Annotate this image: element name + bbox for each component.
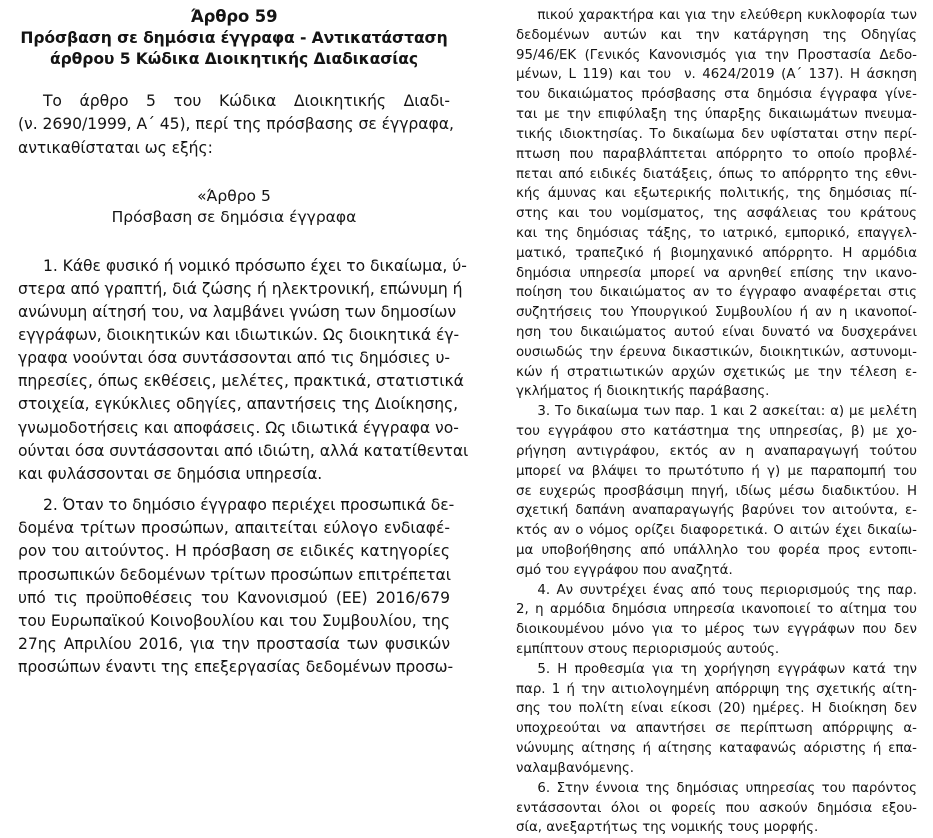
p1-line-3: ανώνυμη αίτησή του, να λαμβάνει γνώση των δημοσίων bbox=[18, 302, 457, 321]
intro-line-1: Το άρθρο 5 του Κώδικα Διοικητικής Διαδι- bbox=[42, 92, 450, 111]
p2c-line-13: ματικό, τραπεζικό ή βιομηχανικό απόρρητο. Η αρμόδια bbox=[516, 245, 917, 261]
paragraph-2 bbox=[18, 494, 455, 679]
p2c-line-3: 95/46/ΕΚ (Γενικός Κανονισμός για την Προστασία Δεδο- bbox=[516, 47, 917, 63]
p2c-line-7: τικής ιδιοκτησίας. Το δικαίωμα δεν υφίσταται στην περί- bbox=[516, 126, 917, 142]
p2c-line-2: δεδομένων αυτών και την κατάργηση της Οδηγίας bbox=[516, 27, 917, 43]
p5-line-5: νώνυμης αίτησης ή αίτησης καταφανώς αόριστης ή επα- bbox=[516, 741, 917, 757]
quoted-heading-line-2: Πρόσβαση σε δημόσια έγγραφα bbox=[111, 208, 357, 227]
p4-line-2: 2, η αρμόδια δημόσια υπηρεσία ικανοποιεί το αίτημα του bbox=[516, 602, 917, 618]
p3-line-7: κτός αν ο νόμος ορίζει διαφορετικά. Ο αιτών έχει δικαίω- bbox=[516, 523, 917, 539]
p3-line-9: σμό του εγγράφου που αναζητά. bbox=[516, 562, 733, 578]
p3-line-4: μπορεί να βλάψει το πρωτότυπο ή γ) με παραπομπή του bbox=[516, 463, 917, 479]
p2c-line-19: κών ή στρατιωτικών αρχών σχετικώς με την τέλεση ε- bbox=[516, 364, 917, 380]
article-heading-line-3: άρθρου 5 Κώδικα Διοικητικής Διαδικασίας bbox=[49, 49, 419, 68]
left-column bbox=[0, 0, 472, 679]
p1-line-8: γνωμοδοτήσεις και αποφάσεις. Ως ιδιωτικά έγγραφα νο- bbox=[18, 418, 459, 437]
p3-line-8: μα υποβοήθησης από υπάλληλο του φορέα προς εντοπι- bbox=[516, 542, 917, 558]
p2-line-7: 27ης Απριλίου 2016, για την προστασία των φυσικών bbox=[18, 635, 450, 653]
p2c-line-18: ουσιωδώς την έρευνα δικαστικών, διοικητικών, αστυνομι- bbox=[516, 344, 917, 360]
p1-line-2: στερα από γραπτή, διά ζώσης ή ηλεκτρονική, επώνυμη ή bbox=[18, 279, 463, 298]
p5-line-1: 5. Η προθεσμία για τη χορήγηση εγγράφων κατά την bbox=[537, 661, 917, 677]
spacer-before-quoted-heading bbox=[18, 160, 450, 186]
p2-line-8: προσώπων έναντι της επεξεργασίας δεδομένων προσω- bbox=[18, 658, 454, 677]
p2-line-1: 2. Όταν το δημόσιο έγγραφο περιέχει προσωπικά δε- bbox=[42, 496, 455, 515]
p4-line-3: διοικουμένου μόνο για το μέρος των εγγράφων που δεν bbox=[516, 622, 917, 638]
article-heading bbox=[18, 6, 450, 69]
paragraph-3 bbox=[516, 402, 917, 580]
p4-line-1: 4. Αν συντρέχει ένας από τους περιορισμούς της παρ. bbox=[537, 582, 917, 598]
p5-line-3: σης του πολίτη είναι είκοσι (20) ημέρες. Η διοίκηση δεν bbox=[516, 701, 917, 717]
intro-paragraph bbox=[18, 90, 454, 159]
quoted-heading-line-1: «Άρθρο 5 bbox=[197, 186, 271, 205]
p2-line-2: δομένα τρίτων προσώπων, απαιτείται εύλογο ενδιαφέ- bbox=[18, 519, 450, 538]
p2c-line-4: μένων, L 119) και του ν. 4624/2019 (Α΄ 137). Η άσκηση bbox=[516, 67, 917, 83]
p2c-line-5: του δικαιώματος πρόσβασης στα δημόσια έγγραφα γίνε- bbox=[516, 87, 917, 103]
p1-line-4: εγγράφων, διοικητικών και ιδιωτικών. Ως διοικητικά έγ- bbox=[18, 325, 460, 344]
p6-line-1: 6. Στην έννοια της δημόσιας υπηρεσίας του παρόντος bbox=[537, 780, 917, 796]
paragraph-5 bbox=[516, 660, 917, 779]
article-heading-line-2: Πρόσβαση σε δημόσια έγγραφα - Αντικατάσταση bbox=[20, 28, 448, 47]
intro-line-2: (ν. 2690/1999, Α΄ 45), περί της πρόσβασης σε έγγραφα, bbox=[18, 115, 454, 134]
p1-line-10: και φυλάσσονται σε δημόσια υπηρεσία. bbox=[18, 464, 323, 483]
intro-line-3: αντικαθίσταται ως εξής: bbox=[18, 138, 213, 157]
article-heading-line-1: Άρθρο 59 bbox=[190, 7, 278, 26]
p2c-line-9: πεται από ειδικές διατάξεις, όπως το απόρρητο της εθνι- bbox=[516, 166, 917, 182]
p2c-line-20: γκλήματος ή διοικητικής παράβασης. bbox=[516, 384, 770, 400]
p5-line-6: ναλαμβανόμενης. bbox=[516, 760, 635, 776]
p1-line-1: 1. Κάθε φυσικό ή νομικό πρόσωπο έχει το δικαίωμα, ύ- bbox=[42, 256, 467, 275]
spacer-after-heading bbox=[18, 69, 450, 90]
p2-line-5: υπό τις προϋποθέσεις του Κανονισμού (ΕΕ) 2016/679 bbox=[18, 588, 450, 607]
right-column bbox=[472, 0, 933, 838]
p1-line-6: πηρεσίες, όπως εκθέσεις, μελέτες, πρακτικά, στατιστικά bbox=[18, 372, 464, 391]
paragraph-2-continued bbox=[516, 6, 917, 402]
paragraph-4 bbox=[516, 581, 917, 660]
spacer-before-paragraph-1 bbox=[18, 229, 450, 255]
paragraph-6 bbox=[516, 779, 917, 838]
p1-line-5: γραφα νοούνται όσα συντάσσονται από τις δημόσιες υ- bbox=[18, 349, 450, 368]
p3-line-1: 3. Το δικαίωμα των παρ. 1 και 2 ασκείται: α) με μελέτη bbox=[537, 404, 917, 420]
p2c-line-14: δημόσια υπηρεσία μπορεί να αρνηθεί επίσης την ικανο- bbox=[516, 265, 917, 281]
p1-line-9: ούνται όσα συντάσσονται από ιδιώτη, αλλά κατατίθενται bbox=[18, 441, 469, 460]
p3-line-3: ρήγηση αντιγράφου, εκτός αν η αναπαραγωγή τούτου bbox=[516, 443, 917, 459]
p2-line-3: ρον του αιτούντος. Η πρόσβαση σε ειδικές κατηγορίες bbox=[18, 542, 450, 561]
p2c-line-8: πτωση που παραβλάπτεται απόρρητο το οποίο προβλέ- bbox=[516, 146, 917, 162]
p6-line-3: σία, ανεξαρτήτως της νομικής τους μορφής. bbox=[516, 820, 819, 836]
spacer-before-paragraph-2 bbox=[18, 486, 450, 494]
p2c-line-16: συζητήσεις του Υπουργικού Συμβουλίου ή αν η ικανοποί- bbox=[516, 305, 917, 321]
p2c-line-10: κής άμυνας και εξωτερικής πολιτικής, της δημόσιας πί- bbox=[516, 186, 917, 202]
p4-line-4: εμπίπτουν στους περιορισμούς αυτούς. bbox=[516, 642, 780, 657]
paragraph-1 bbox=[18, 255, 469, 487]
p2c-line-17: ηση του δικαιώματος αυτού είναι δυνατό να δυσχεράνει bbox=[516, 325, 917, 340]
p2c-line-12: και της δημόσιας τάξης, το ιατρικό, εμπορικό, επαγγελ- bbox=[516, 225, 917, 241]
p2c-line-15: ποίηση του δικαιώματος αν το έγγραφο αναφέρεται στις bbox=[516, 285, 917, 301]
p5-line-2: παρ. 1 ή την αιτιολογημένη απόρριψη της σχετικής αίτη- bbox=[516, 681, 917, 697]
p2c-line-1: πικού χαρακτήρα και για την ελεύθερη κυκλοφορία των bbox=[537, 8, 917, 23]
quoted-article-heading bbox=[18, 186, 450, 229]
p3-line-6: σχετική δαπάνη αναπαραγωγής βαρύνει τον αιτούντα, ε- bbox=[516, 503, 917, 519]
p2c-line-6: ται με την επιφύλαξη της ύπαρξης δικαιωμάτων πνευμα- bbox=[516, 107, 917, 123]
p1-line-7: στοιχεία, εγκύκλιες οδηγίες, απαντήσεις της Διοίκησης, bbox=[18, 395, 459, 414]
p3-line-5: σε ευχερώς προσβάσιμη πηγή, ιδίως μέσω διαδικτύου. Η bbox=[516, 483, 917, 499]
p6-line-2: εντάσσονται όλοι οι φορείς που ασκούν δημόσια εξου- bbox=[516, 800, 917, 816]
p2-line-4: προσωπικών δεδομένων τρίτων προσώπων επιτρέπεται bbox=[18, 565, 451, 584]
p2c-line-11: στης και του νομίσματος, της ασφάλειας του κράτους bbox=[516, 206, 917, 222]
p2-line-6: του Ευρωπαϊκού Κοινοβουλίου και του Συμβουλίου, της bbox=[18, 611, 450, 630]
p5-line-4: υποχρεούται να απαντήσει σε περίπτωση απόρριψης α- bbox=[516, 721, 917, 737]
p3-line-2: του εγγράφου στο κατάστημα της υπηρεσίας, β) με χο- bbox=[516, 424, 917, 440]
